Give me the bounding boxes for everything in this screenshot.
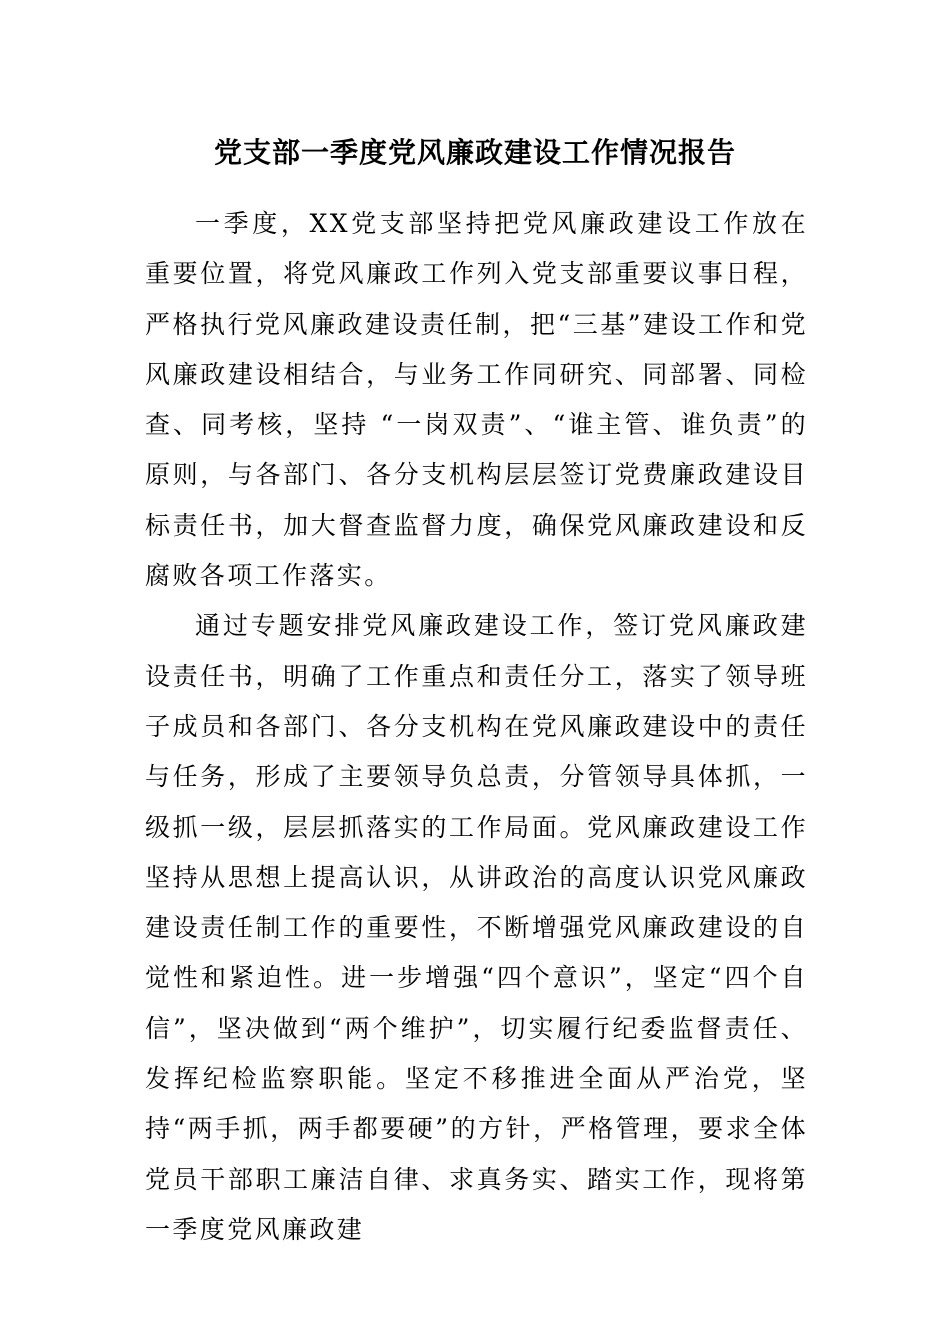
document-body xyxy=(145,199,808,1255)
paragraph-1: 一季度，XX党支部坚持把党风廉政建设工作放在重要位置，将党风廉政工作列入党支部重要议事日程，严格执行党风廉政建设责任制，把“三基”建设工作和党风廉政建设相结合，与业务工作同研究、同部署、同检查、同考核，坚持 “一岗双责”、“谁主管、谁负责”的原则，与各部门、各分支机构层层签订党费廉政建设目标责任书，加大督查监督力度，确保党风廉政建设和反腐败各项工作落实。 xyxy=(145,209,808,591)
document-title: 党支部一季度党风廉政建设工作情况报告 xyxy=(213,136,736,169)
paragraph-2: 通过专题安排党风廉政建设工作，签订党风廉政建设责任书，明确了工作重点和责任分工，落实了领导班子成员和各部门、各分支机构在党风廉政建设中的责任与任务，形成了主要领导负总责，分管领导具体抓，一级抓一级，层层抓落实的工作局面。党风廉政建设工作坚持从思想上提高认识，从讲政治的高度认识党风廉政建设责任制工作的重要性，不断增强党风廉政建设的自觉性和紧迫性。进一步增强“四个意识”，坚定“四个自信”，坚决做到“两个维护”，切实履行纪委监督责任、发挥纪检监察职能。坚定不移推进全面从严治党，坚持“两手抓，两手都要硬”的方针，严格管理，要求全体党员干部职工廉洁自律、求真务实、踏实工作，现将第一季度党风廉政建 xyxy=(145,611,808,1244)
